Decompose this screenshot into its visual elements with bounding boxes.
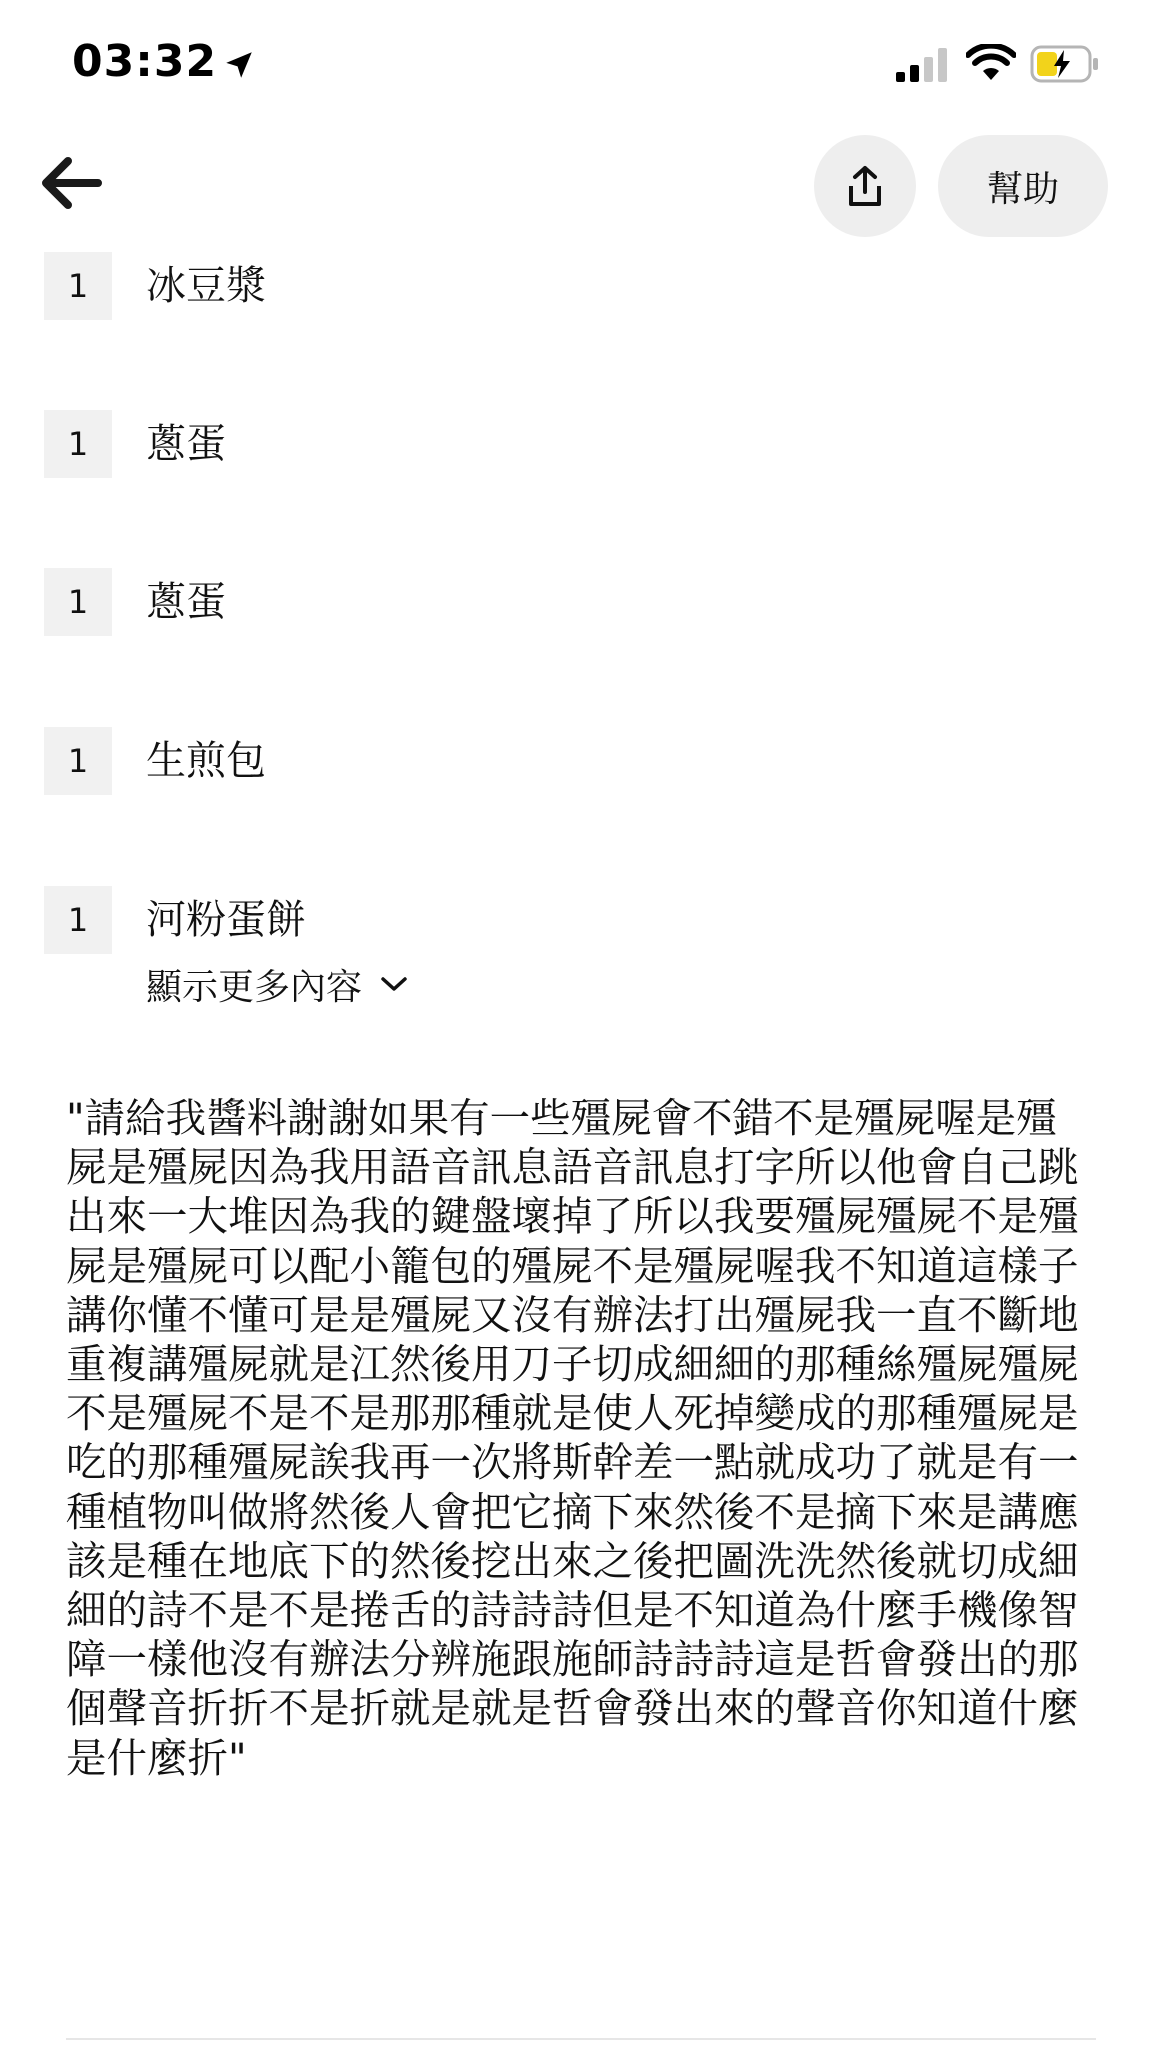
list-item — [44, 727, 1044, 795]
item-name: 冰豆漿 — [146, 263, 266, 309]
wifi-icon — [966, 44, 1016, 82]
back-arrow-icon — [38, 155, 102, 211]
divider — [66, 2038, 1096, 2040]
show-more-button[interactable] — [146, 956, 408, 1012]
quantity-badge: 1 — [44, 410, 112, 478]
item-name: 蔥蛋 — [146, 421, 226, 467]
list-item — [44, 410, 1044, 478]
battery-charging-icon — [1030, 44, 1100, 84]
item-name: 河粉蛋餅 — [146, 897, 306, 943]
help-button[interactable]: 幫助 — [938, 135, 1108, 237]
list-item — [44, 568, 1044, 636]
chevron-down-icon — [380, 975, 408, 993]
cellular-signal-icon — [896, 48, 950, 82]
order-note: "請給我醬料謝謝如果有一些殭屍會不錯不是殭屍喔是殭屍是殭屍因為我用語音訊息語音訊息打字所以他會自己跳出來一大堆因為我的鍵盤壞掉了所以我要殭屍殭屍不是殭屍是殭屍可以配小籠包的殭屍不是殭屍喔我不知道這樣子講你懂不懂可是是殭屍又沒有辦法打出殭屍我一直不斷地重複講殭屍就是江然後用刀子切成細細的那種絲殭屍殭屍不是殭屍不是不是那那種就是使人死掉變成的那種殭屍是吃的那種殭屍誒我再一次將斯幹差一點就成功了就是有一種植物叫做將然後人會把它摘下來然後不是摘下來是講應該是種在地底下的然後挖出來之後把圖洗洗然後就切成細細的詩不是不是捲舌的詩詩詩但是不知道為什麼手機像智障一樣他沒有辦法分辨施跟施師詩詩詩這是哲會發出的那個聲音折折不是折就是就是哲會發出來的聲音你知道什麼是什麼折" — [66, 1094, 1079, 1782]
list-item — [44, 886, 1044, 954]
show-more-label: 顯示更多內容 — [146, 966, 363, 1008]
item-name: 蔥蛋 — [146, 579, 226, 625]
share-icon — [845, 164, 885, 208]
back-button[interactable] — [30, 148, 110, 218]
quantity-badge: 1 — [44, 886, 112, 954]
status-bar — [0, 0, 1164, 130]
list-item — [44, 252, 1044, 320]
item-name: 生煎包 — [146, 738, 266, 784]
location-arrow-icon — [222, 48, 256, 82]
status-time: 03:32 — [72, 36, 218, 87]
quantity-badge: 1 — [44, 727, 112, 795]
share-button[interactable] — [814, 135, 916, 237]
quantity-badge: 1 — [44, 568, 112, 636]
quantity-badge: 1 — [44, 252, 112, 320]
